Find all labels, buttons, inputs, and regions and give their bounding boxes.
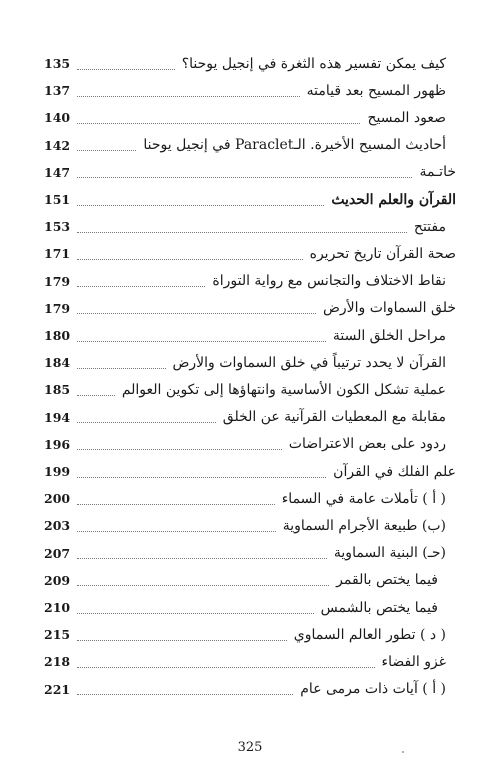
dot-leader	[77, 149, 136, 151]
scan-speck	[402, 751, 404, 753]
toc-entry-title: نقاط الاختلاف والتجانس مع رواية التوراة	[212, 273, 446, 290]
toc-entry-page: 207	[44, 545, 71, 561]
toc-entry-page: 142	[44, 137, 71, 153]
dot-leader	[77, 666, 375, 668]
toc-entry-title: كيف يمكن تفسير هذه الثغرة في إنجيل يوحنا؟	[181, 55, 446, 72]
toc-entry-title: صحة القرآن تاريخ تحريره	[309, 245, 456, 262]
dot-leader	[77, 340, 326, 342]
dot-leader	[77, 503, 275, 505]
toc-entry	[44, 512, 456, 539]
dot-leader	[77, 176, 412, 178]
toc-entry	[44, 540, 456, 567]
dot-leader	[77, 367, 166, 369]
toc-entry	[44, 77, 456, 104]
toc-entry-page: 194	[44, 409, 71, 425]
dot-leader	[77, 285, 205, 287]
toc-entry-title: عملية تشكل الكون الأساسية وانتهاؤها إلى تكوين العوالم	[121, 381, 446, 398]
toc-entry	[44, 594, 456, 621]
toc-entry-title: (ب) طبيعة الأجرام السماوية	[282, 517, 446, 534]
toc-entry-page: 215	[44, 627, 71, 643]
toc-entry	[44, 50, 456, 77]
dot-leader	[77, 312, 316, 314]
toc-entry-title: ( أ ) تأملات عامة في السماء	[281, 490, 446, 507]
dot-leader	[77, 204, 324, 206]
toc-entry	[44, 404, 456, 431]
toc-entry	[44, 648, 456, 675]
toc-entry-page: 184	[44, 355, 71, 371]
toc-entry	[44, 621, 456, 648]
dot-leader	[77, 476, 326, 478]
toc-entry-title: مقابلة مع المعطيات القرآنية عن الخلق	[222, 409, 446, 426]
toc-entry-page: 210	[44, 600, 71, 615]
toc-entry	[44, 376, 456, 403]
toc-entry	[44, 104, 456, 131]
toc-entry-title: غزو الفضاء	[381, 653, 446, 670]
toc-entry-page: 185	[44, 382, 71, 398]
dot-leader	[77, 612, 314, 614]
toc-entry-page: 153	[44, 219, 71, 235]
toc-entry	[44, 567, 456, 594]
toc-entry	[44, 159, 456, 186]
toc-entry-title: خاتـمة	[419, 164, 456, 181]
toc-entry	[44, 322, 456, 349]
toc-entry	[44, 132, 456, 159]
dot-leader	[77, 394, 115, 396]
dot-leader	[77, 530, 276, 532]
dot-leader	[77, 95, 300, 97]
toc-entry-title: ( أ ) آيات ذات مرمى عام	[300, 681, 446, 698]
toc-entry-title: مفتتح	[413, 218, 446, 235]
toc-entry	[44, 458, 456, 485]
toc-entry-title: فيما يختص بالقمر	[336, 572, 438, 589]
dot-leader	[77, 258, 303, 260]
dot-leader	[77, 448, 282, 450]
toc-entry-page: 199	[44, 464, 71, 479]
toc-entry-title: ردود على بعض الاعتراضات	[288, 436, 446, 453]
dot-leader	[77, 231, 407, 233]
toc-entry-page: 180	[44, 328, 71, 343]
page-number: 325	[237, 740, 263, 755]
toc-entry-page: 196	[44, 436, 71, 452]
toc-entry-title: علم الفلك في القرآن	[333, 463, 456, 480]
toc-entry	[44, 240, 456, 267]
toc-entry	[44, 676, 456, 703]
toc-entry-page: 179	[44, 300, 71, 316]
dot-leader	[77, 584, 329, 586]
toc-entry-title: فيما يختص بالشمس	[320, 599, 438, 616]
dot-leader	[77, 557, 327, 559]
toc-entry-page: 147	[44, 164, 71, 180]
toc-entry	[44, 186, 456, 213]
dot-leader	[77, 421, 216, 423]
toc-entry-page: 203	[44, 518, 71, 534]
toc-entry-title: مراحل الخلق الستة	[332, 327, 446, 344]
toc-entry-title: القرآن والعلم الحديث	[331, 191, 456, 208]
toc-entry-page: 171	[44, 246, 71, 262]
toc-entry	[44, 213, 456, 240]
toc-entry	[44, 295, 456, 322]
toc-entry-page: 221	[44, 681, 71, 697]
toc-entry	[44, 431, 456, 458]
toc-entry-page: 137	[44, 83, 71, 99]
dot-leader	[77, 122, 360, 124]
toc-entry-title: صعود المسيح	[367, 109, 446, 126]
toc-entry-title: أحاديث المسيح الأخيرة. الـParaclet في إنجيل يوحنا	[143, 137, 446, 154]
toc-entry-title: القرآن لا يحدد ترتيباً في خلق السماوات والأرض	[172, 354, 446, 371]
toc-entry-page: 151	[44, 192, 71, 207]
toc-entry-page: 140	[44, 110, 71, 126]
toc-entry-title: ظهور المسيح بعد قيامته	[306, 82, 446, 99]
toc-entry-page: 179	[44, 273, 71, 289]
dot-leader	[77, 693, 293, 695]
toc-entry	[44, 349, 456, 376]
dot-leader	[77, 639, 287, 641]
toc-entry-title: خلق السماوات والأرض	[322, 300, 456, 317]
toc-entry	[44, 485, 456, 512]
toc-entry-page: 200	[44, 491, 71, 507]
dot-leader	[77, 68, 175, 70]
toc-entry-title: ( د ) تطور العالم السماوي	[293, 626, 446, 643]
toc-entry-page: 218	[44, 654, 71, 670]
toc-entry-title: (حـ) البنية السماوية	[333, 545, 446, 562]
toc-entry-page: 135	[44, 56, 71, 71]
toc-entry	[44, 268, 456, 295]
toc-entry-page: 209	[44, 572, 71, 588]
